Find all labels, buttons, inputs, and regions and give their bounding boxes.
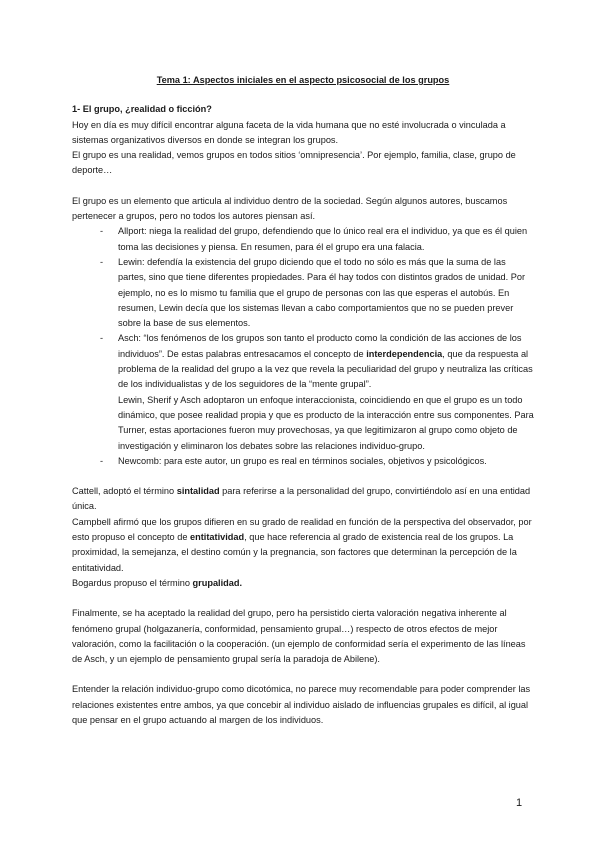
articulation-paragraph: El grupo es un elemento que articula al individuo dentro de la sociedad. Según algunos autores, buscamos pertenecer a grupos, pero no todos los autores piensan así. [72, 195, 508, 222]
interactionist-paragraph: Lewin, Sherif y Asch adoptaron un enfoque interaccionista, coincidiendo en que el grupo es un todo dinámico, que posee realidad propia y que es producto de la interacción entre sus componentes. Para Turner, estas aportaciones fueron muy provechosas, ya que legitimizaron al grupo como objeto de investigación y eliminaron los debates sobre las relaciones individuo-grupo. [118, 394, 534, 451]
list-item-asch [100, 331, 534, 453]
campbell-text-end: , que hace referencia al grado de existencia real de los grupos. La proximidad, la semejanza, el destino común y la pregnancia, son factores que determinan la percepción de la entitatividad. [72, 532, 517, 573]
negative-valuation-paragraph: Finalmente, se ha aceptado la realidad del grupo, pero ha persistido cierta valoración negativa inherente al fenómeno grupal (holgazanería, conformidad, pensamiento grupal…) respecto de otros efectos de mejor valoración, como la facilitación o la cooperación. (un ejemplo de conformidad sería el experimento de las líneas de Asch, y un ejemplo de pensamiento grupal sería la paradoja de Abilene). [72, 608, 526, 665]
interdependencia-term: interdependencia [366, 348, 443, 359]
asch-text-start: Asch: “los fenómenos de los grupos son tanto el producto como la condición de las acciones de los individuos”. De estas palabras entresacamos el concepto de [118, 333, 522, 359]
cattell-text-end: para referirse a la personalidad del grupo, convirtiéndolo así en una entidad única. [72, 486, 531, 512]
omnipresence-paragraph: El grupo es una realidad, vemos grupos en todos sitios ‘omnipresencia’. Por ejemplo, familia, clase, grupo de deporte… [72, 150, 516, 176]
page-number: 1 [516, 797, 523, 809]
intro-paragraph: Hoy en día es muy difícil encontrar alguna faceta de la vida humana que no esté involucrada o vinculada a sistemas organizativos diversos en donde se integran los grupos. [72, 119, 506, 145]
sintalidad-term: sintalidad [176, 486, 220, 497]
cattell-paragraph [72, 484, 534, 515]
dash-bullet: - [100, 226, 104, 237]
dichotomy-paragraph: Entender la relación individuo-grupo como dicotómica, no parece muy recomendable para poder comprender las relaciones existentes entre ambos, ya que concebir al individuo aislado de influencias grupales es difícil, al igual que pensar en el grupo actuando al margen de los individuos. [72, 684, 531, 725]
list-item-allport [100, 224, 534, 255]
campbell-text-start: Campbell afirmó que los grupos difieren en su grado de realidad en función de la perspectiva del observador, por esto propuso el concepto de [72, 516, 532, 543]
cattell-text-start: Cattell, adoptó el término [72, 486, 177, 497]
dash-bullet: - [100, 256, 104, 267]
document-title: Tema 1: Aspectos iniciales en el aspecto psicosocial de los grupos [156, 75, 450, 85]
list-item-newcomb [100, 454, 534, 469]
bogardus-paragraph [72, 576, 534, 591]
bogardus-text-start: Bogardus propuso el término [72, 577, 193, 588]
entitatividad-term: entitatividad [190, 532, 245, 543]
dash-bullet: - [100, 455, 104, 466]
authors-list [72, 224, 534, 469]
list-item-lewin [100, 255, 534, 331]
grupalidad-term: grupalidad. [192, 577, 243, 588]
section-heading [72, 102, 534, 117]
allport-text: Allport: niega la realidad del grupo, defendiendo que lo único real era el individuo, ya que es él quien toma las decisiones y piensa. En resumen, para él el grupo era una falacia. [118, 226, 528, 252]
asch-text-end: , que da respuesta al problema de la realidad del grupo a la vez que revela la peculiaridad del grupo y neutraliza las críticas de los individualistas y de los seguidores de la “mente grupal”. [118, 348, 533, 390]
campbell-paragraph [72, 515, 534, 576]
section-heading-text: 1- El grupo, ¿realidad o ficción? [72, 104, 212, 115]
asch-text [118, 333, 533, 389]
newcomb-text: Newcomb: para este autor, un grupo es real en términos sociales, objetivos y psicológicos. [118, 455, 487, 466]
dash-bullet: - [100, 333, 104, 344]
page-content [72, 73, 534, 728]
lewin-text: Lewin: defendía la existencia del grupo diciendo que el todo no sólo es más que la suma de las partes, sino que tiene diferentes propiedades. Para él hay todos con distintos grados de unidad. Por ejemplo, no es lo mismo tu familia que el grupo de personas con las que esperas el autobús. En resumen, Lewin decía que los sistemas llevan a cabo comportamientos que no se pueden prever sobre la base de sus elementos. [118, 256, 526, 329]
